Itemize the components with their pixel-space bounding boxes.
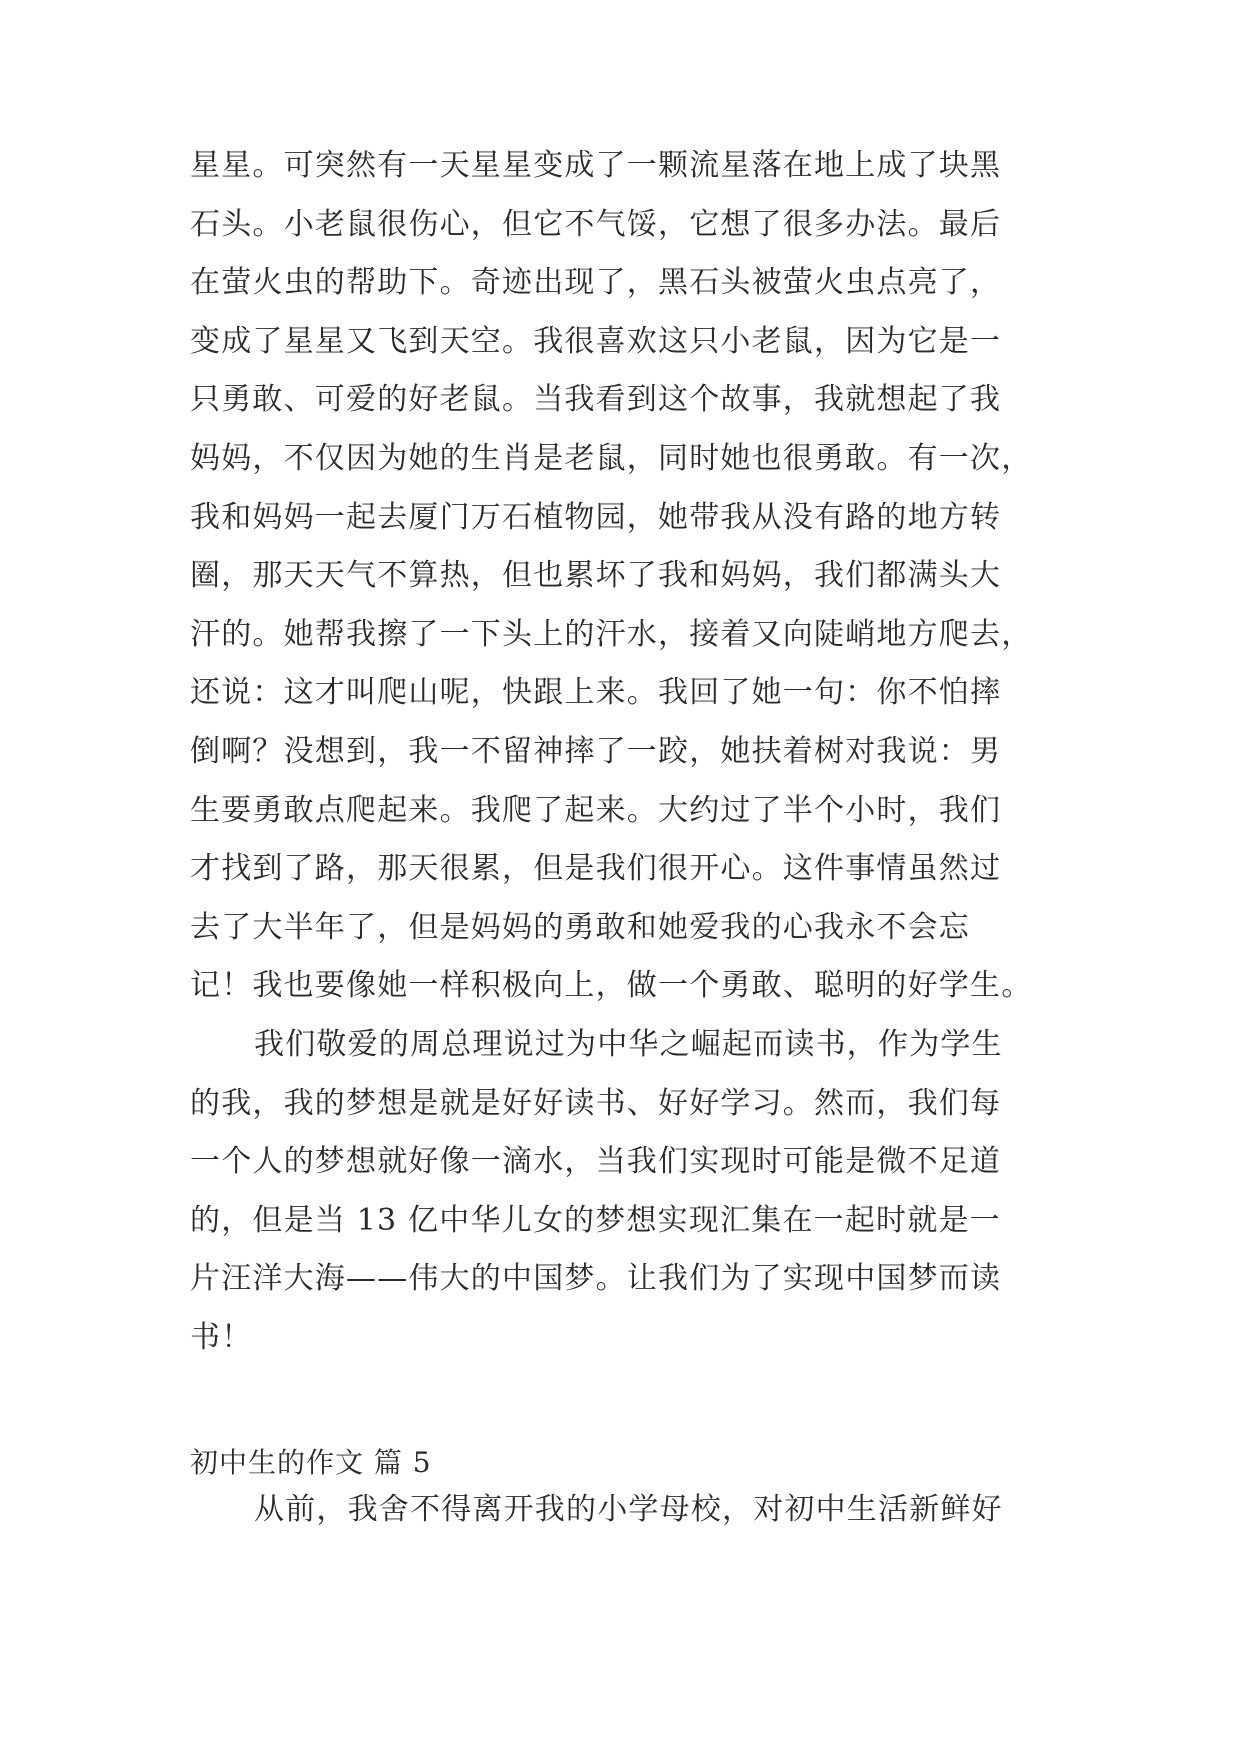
text-line: 一个人的梦想就好像一滴水，当我们实现时可能是微不足道 xyxy=(190,1144,1002,1180)
text-line: 生要勇敢点爬起来。我爬了起来。大约过了半个小时，我们 xyxy=(190,792,1002,828)
text-line: 我们敬爱的周总理说过为中华之崛起而读书，作为学生 xyxy=(254,1027,1003,1062)
paragraph-next xyxy=(190,1481,1070,1540)
text-line: 倒啊？没想到，我一不留神摔了一跤，她扶着树对我说：男 xyxy=(190,733,1002,769)
text-line: 在萤火虫的帮助下。奇迹出现了，黑石头被萤火虫点亮了， xyxy=(190,265,1002,301)
text-line: 只勇敢、可爱的好老鼠。当我看到这个故事，我就想起了我 xyxy=(190,382,1002,418)
text-line: 妈妈，不仅因为她的生肖是老鼠，同时她也很勇敢。有一次， xyxy=(190,440,1033,476)
text-line: 汗的。她帮我擦了一下头上的汗水，接着又向陡峭地方爬去， xyxy=(190,616,1033,652)
text-line: 片汪洋大海——伟大的中国梦。让我们为了实现中国梦而读 xyxy=(190,1261,1002,1297)
text-line: 记！我也要像她一样积极向上，做一个勇敢、聪明的好学生。 xyxy=(190,968,1033,1004)
paragraph-story xyxy=(190,137,1070,1016)
text-line: 变成了星星又飞到天空。我很喜欢这只小老鼠，因为它是一 xyxy=(190,323,1002,359)
text-line: 我和妈妈一起去厦门万石植物园，她带我从没有路的地方转 xyxy=(190,499,1002,535)
paragraph-dream xyxy=(190,1016,1070,1368)
text-line: 星星。可突然有一天星星变成了一颗流星落在地上成了块黑 xyxy=(190,148,1002,183)
text-line: 还说：这才叫爬山呢，快跟上来。我回了她一句：你不怕摔 xyxy=(190,675,1002,711)
text-line: 从前，我舍不得离开我的小学母校，对初中生活新鲜好 xyxy=(254,1492,1003,1527)
text-line: 的我，我的梦想是就是好好读书、好好学习。然而，我们每 xyxy=(190,1085,1002,1121)
text-line: 书！ xyxy=(190,1319,253,1355)
section-heading: 初中生的作文 篇 5 xyxy=(190,1446,432,1479)
text-line: 圈，那天天气不算热，但也累坏了我和妈妈，我们都满头大 xyxy=(190,558,1002,594)
text-line: 石头。小老鼠很伤心，但它不气馁，它想了很多办法。最后 xyxy=(190,206,1002,242)
text-line: 才找到了路，那天很累，但是我们很开心。这件事情虽然过 xyxy=(190,851,1002,887)
text-line: 的，但是当 13 亿中华儿女的梦想实现汇集在一起时就是一 xyxy=(190,1202,1001,1238)
text-line: 去了大半年了，但是妈妈的勇敢和她爱我的心我永不会忘 xyxy=(190,909,970,945)
